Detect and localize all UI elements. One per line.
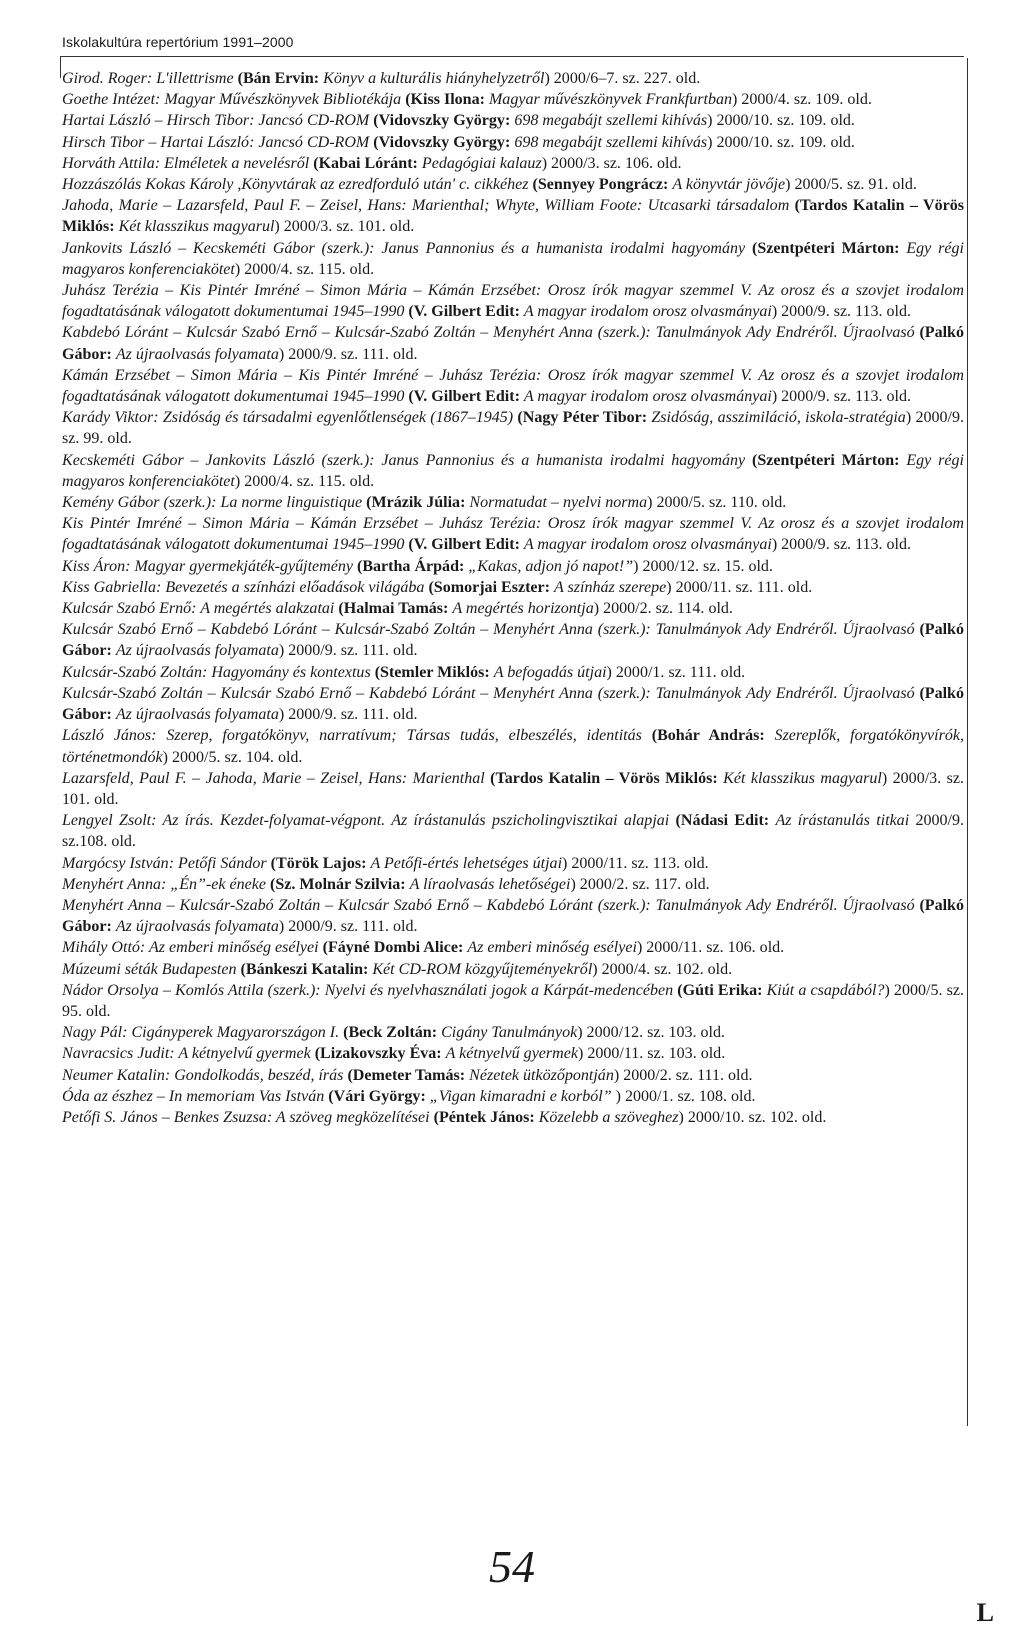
reviewer-name: (V. Gilbert Edit: [404, 536, 524, 554]
citation-text: ) 2000/4. sz. 102. old. [592, 960, 733, 978]
reviewer-name: (Demeter Tamás: [343, 1066, 470, 1084]
reviewer-name: (Tardos Katalin – Vörös Miklós: [484, 769, 724, 787]
bibliography-entry [62, 725, 964, 767]
bibliography-entry [62, 895, 964, 937]
title-text: Hozzászólás Kokas Károly ,Könyvtárak az ezredforduló után' c. cikkéhez [62, 176, 529, 194]
bibliography-entry [62, 365, 964, 407]
bibliography-entry [62, 407, 964, 449]
reviewer-name: (Török Lajos: [266, 854, 371, 872]
title-text: Az újraolvasás folyamata [115, 642, 279, 660]
citation-text: ) 2000/4. sz. 115. old. [234, 260, 375, 278]
reviewer-name: (Halmai Tamás: [334, 600, 453, 618]
title-text: Lengyel Zsolt: Az írás. Kezdet-folyamat-végpont. Az írástanulás pszicholingvisztikai alapjai [62, 812, 670, 830]
citation-text: ) 2000/5. sz. 110. old. [647, 494, 787, 512]
citation-text: ) 2000/6–7. sz. 227. old. [544, 70, 701, 87]
citation-text: ) 2000/2. sz. 111. old. [613, 1066, 753, 1084]
title-text: A kétnyelvű gyermek [445, 1045, 578, 1063]
title-text: Kiss Gabriella: Bevezetés a színházi előadások világába [62, 578, 425, 596]
bibliography-entry [62, 768, 964, 810]
citation-text: ) 2000/11. sz. 106. old. [636, 939, 785, 957]
bibliography-entry [62, 598, 964, 619]
left-rule [60, 56, 61, 78]
title-text: „Vigan kimaradni e korból” [429, 1087, 612, 1105]
title-text: Kecskeméti Gábor – Jankovits László (szerk.): Janus Pannonius és a humanista irodalmi hagyomány [62, 451, 746, 469]
title-text: Petőfi S. János – Benkes Zsuzsa: A szöveg megközelítései [62, 1108, 430, 1126]
bibliography-entry [62, 853, 964, 874]
citation-text: ) 2000/5. sz. 104. old. [162, 748, 303, 766]
title-text: Közelebb a szöveghez [538, 1108, 679, 1126]
title-text: Nézetek ütközőpontján [469, 1066, 614, 1084]
title-text: Magyar művészkönyvek Frankfurtban [488, 91, 733, 109]
citation-text: ) 2000/4. sz. 109. old. [732, 91, 872, 109]
title-text: Kis Pintér Imréné – Simon Mária – Kámán Erzsébet – Juhász Terézia: Orosz írók magyar szemmel V. Az orosz és a szovjet irodalom fogadtatásának válogatott dokumentumai 1945–1990 [62, 515, 964, 554]
bibliography-entry [62, 1107, 964, 1128]
citation-text: ) 2000/9. sz. 111. old. [278, 918, 418, 936]
bibliography-entry [62, 450, 964, 492]
citation-text: ) 2000/9. sz. 113. old. [771, 388, 912, 406]
bibliography-entry [62, 1043, 964, 1064]
citation-text: ) 2000/9. sz. 113. old. [771, 303, 912, 321]
reviewer-name: (Vidovszky György: [369, 133, 515, 151]
title-text: 698 megabájt szellemi kihívás [514, 112, 708, 130]
bibliography-entry [62, 132, 964, 153]
title-text: Normatudat – nyelvi norma [469, 494, 648, 512]
citation-text: ) 2000/9. sz. 111. old. [278, 706, 418, 724]
title-text: Kiút a csapdából? [766, 981, 885, 999]
title-text: 698 megabájt szellemi kihívás [514, 133, 708, 151]
title-text: Szereplők, forgatókönyvírók, történetmondók [62, 727, 964, 766]
reviewer-name: (Bohár András: [641, 727, 775, 745]
reviewer-name: (Péntek János: [429, 1108, 539, 1126]
bibliography-entry [62, 89, 964, 110]
citation-text: ) 2000/9. sz. 99. old. [62, 409, 964, 448]
title-text: Jankovits László – Kecskeméti Gábor (szerk.): Janus Pannonius és a humanista irodalmi hagyomány [62, 239, 746, 257]
citation-text: ) 2000/4. sz. 115. old. [234, 472, 375, 490]
reviewer-name: (Sz. Molnár Szilvia: [266, 875, 410, 893]
corner-mark: L [976, 1598, 994, 1627]
title-text: Kulcsár-Szabó Zoltán: Hagyomány és kontextus [62, 663, 371, 681]
title-text: Karády Viktor: Zsidóság és társadalmi egyenlőtlenségek (1867–1945) [62, 409, 514, 427]
title-text: A magyar irodalom orosz olvasmányai [523, 303, 772, 321]
title-text: A magyar irodalom orosz olvasmányai [523, 536, 772, 554]
reviewer-name: (Lizakovszky Éva: [310, 1045, 446, 1063]
bibliography-entry [62, 1086, 964, 1107]
title-text: Múzeumi séták Budapesten [62, 960, 237, 978]
title-text: A magyar irodalom orosz olvasmányai [523, 388, 772, 406]
title-text: A megértés horizontja [452, 600, 594, 618]
reviewer-name: (Gúti Erika: [673, 981, 767, 999]
title-text: Két klasszikus magyarul [118, 218, 275, 236]
title-text: Cigány Tanulmányok [441, 1024, 578, 1042]
title-text: Goethe Intézet: Magyar Művészkönyvek Bibliotékája [62, 91, 402, 109]
running-header: Iskolakultúra repertórium 1991–2000 [62, 34, 294, 50]
citation-text: ) 2000/10. sz. 109. old. [707, 112, 855, 130]
bibliography-entry [62, 174, 964, 195]
title-text: Jahoda, Marie – Lazarsfeld, Paul F. – Zeisel, Hans: Marienthal; Whyte, William Foote: Utcasarki társadalom [62, 197, 790, 215]
title-text: Az újraolvasás folyamata [115, 345, 279, 363]
reviewer-name: (Stemler Miklós: [370, 663, 494, 681]
title-text: Az emberi minőség esélyei [467, 939, 637, 957]
reviewer-name: (Nádasi Edit: [669, 812, 776, 830]
bibliography-entry [62, 322, 964, 364]
title-text: Két CD-ROM közgyűjteményekről [372, 960, 593, 978]
title-text: László János: Szerep, forgatókönyv, narratívum; Társas tudás, elbeszélés, identitás [62, 727, 642, 745]
reviewer-name: (V. Gilbert Edit: [404, 303, 524, 321]
reviewer-name: (Kabai Lóránt: [309, 154, 422, 172]
reviewer-name: (Vári György: [324, 1087, 430, 1105]
bibliography-entry [62, 280, 964, 322]
title-text: Egy régi magyaros konferenciakötet [62, 451, 964, 490]
bibliography-list [62, 68, 964, 1128]
citation-text: ) 2000/1. sz. 108. old. [611, 1087, 756, 1105]
title-text: Nádor Orsolya – Komlós Attila (szerk.): Nyelvi és nyelvhasználati jogok a Kárpát-medencében [62, 981, 674, 999]
right-margin-rule [967, 58, 968, 1426]
reviewer-name: (Bán Ervin: [233, 70, 324, 87]
title-text: Margócsy István: Petőfi Sándor [62, 854, 267, 872]
bibliography-entry [62, 1022, 964, 1043]
title-text: Könyv a kulturális hiányhelyzetről [323, 70, 545, 87]
bibliography-entry [62, 959, 964, 980]
citation-text: ) 2000/9. sz. 113. old. [771, 536, 912, 554]
reviewer-name: (Fáyné Dombi Alice: [318, 939, 468, 957]
title-text: Hirsch Tibor – Hartai László: Jancsó CD-ROM [62, 133, 370, 151]
citation-text: ) 2000/2. sz. 117. old. [570, 875, 710, 893]
bibliography-entry [62, 683, 964, 725]
citation-text: ) 2000/12. sz. 103. old. [577, 1024, 726, 1042]
title-text: Az újraolvasás folyamata [115, 918, 279, 936]
title-text: Hartai László – Hirsch Tibor: Jancsó CD-ROM [62, 112, 370, 130]
title-text: Óda az észhez – In memoriam Vas István [62, 1087, 325, 1105]
title-text: Kabdebó Lóránt – Kulcsár Szabó Ernő – Kulcsár-Szabó Zoltán – Menyhért Anna (szerk.): Tanulmányok Ady Endréről. Újraolvasó [62, 324, 915, 342]
bibliography-entry [62, 492, 964, 513]
bibliography-entry [62, 980, 964, 1022]
reviewer-name: (Szentpéteri Márton: [745, 451, 907, 469]
title-text: Az írástanulás titkai [775, 812, 910, 830]
reviewer-name: (Mrázik Júlia: [362, 494, 470, 512]
bibliography-entry [62, 810, 964, 852]
title-text: Pedagógiai kalauz [421, 154, 542, 172]
bibliography-entry [62, 1065, 964, 1086]
title-text: Juhász Terézia – Kis Pintér Imréné – Simon Mária – Kámán Erzsébet: Orosz írók magyar szemmel V. Az orosz és a szovjet irodalom fogadtatásának válogatott dokumentumai 1945–1990 [62, 282, 964, 321]
reviewer-name: (Kiss Ilona: [401, 91, 489, 109]
reviewer-name: (Somorjai Eszter: [424, 578, 554, 596]
citation-text: ) 2000/10. sz. 102. old. [678, 1108, 827, 1126]
reviewer-name: (Palkó Gábor: [62, 684, 964, 724]
bibliography-entry [62, 110, 964, 131]
title-text: Két klasszikus magyarul [723, 769, 882, 787]
title-text: Menyhért Anna – Kulcsár-Szabó Zoltán – Kulcsár Szabó Ernő – Kabdebó Lóránt (szerk.): Tanulmányok Ady Endréről. Újraolvasó [62, 896, 915, 914]
title-text: Kulcsár-Szabó Zoltán – Kulcsár Szabó Ernő – Kabdebó Lóránt – Menyhért Anna (szerk.): Tanulmányok Ady Endréről. Újraolvasó [62, 684, 915, 702]
title-text: Girod. Roger: L'illettrisme [62, 70, 234, 87]
reviewer-name: (Sennyey Pongrácz: [528, 176, 673, 194]
citation-text: ) 2000/11. sz. 113. old. [562, 854, 709, 872]
reviewer-name: (Bánkeszi Katalin: [236, 960, 373, 978]
citation-text: ) 2000/3. sz. 101. old. [274, 218, 415, 236]
bibliography-entry [62, 68, 964, 89]
bibliography-entry [62, 195, 964, 237]
reviewer-name: (Tardos Katalin – Vörös Miklós: [62, 197, 964, 236]
title-text: A könyvtár jövője [672, 176, 786, 194]
title-text: Horváth Attila: Elméletek a nevelésről [62, 154, 310, 172]
title-text: Az újraolvasás folyamata [115, 706, 279, 724]
reviewer-name: (Szentpéteri Márton: [745, 239, 907, 257]
page-number: 54 [489, 1541, 535, 1592]
title-text: Nagy Pál: Cigányperek Magyarországon I. [62, 1024, 340, 1042]
reviewer-name: (Bartha Árpád: [353, 557, 469, 575]
reviewer-name: (Palkó Gábor: [62, 621, 964, 660]
title-text: Mihály Ottó: Az emberi minőség esélyei [62, 939, 319, 957]
bibliography-entry [62, 577, 964, 598]
citation-text: ) 2000/2. sz. 114. old. [593, 600, 733, 618]
citation-text: ) 2000/5. sz. 91. old. [785, 176, 917, 194]
title-text: Kulcsár Szabó Ernő – Kabdebó Lóránt – Kulcsár-Szabó Zoltán – Menyhért Anna (szerk.): Tanulmányok Ady Endréről. Újraolvasó [62, 621, 915, 639]
citation-text: 2000/9. sz.108. old. [62, 812, 964, 851]
citation-text: ) 2000/11. sz. 103. old. [577, 1045, 726, 1063]
citation-text: ) 2000/5. sz. 95. old. [62, 981, 964, 1020]
reviewer-name: (Palkó Gábor: [62, 896, 964, 936]
title-text: Navracsics Judit: A kétnyelvű gyermek [62, 1045, 311, 1063]
citation-text: ) 2000/9. sz. 111. old. [278, 345, 418, 363]
title-text: Kemény Gábor (szerk.): La norme linguistique [62, 494, 363, 512]
title-text: Egy régi magyaros konferenciakötet [62, 239, 964, 278]
title-text: Kámán Erzsébet – Simon Mária – Kis Pintér Imréné – Juhász Terézia: Orosz írók magyar szemmel V. Az orosz és a szovjet irodalom fogadtatásának válogatott dokumentumai 1945–1990 [62, 366, 964, 406]
bibliography-entry [62, 556, 964, 577]
citation-text: ) 2000/1. sz. 111. old. [606, 663, 746, 681]
header-rule [60, 56, 964, 57]
title-text: Lazarsfeld, Paul F. – Jahoda, Marie – Zeisel, Hans: Marienthal [62, 769, 485, 787]
title-text: Kulcsár Szabó Ernő: A megértés alakzatai [62, 600, 335, 618]
citation-text: ) 2000/3. sz. 106. old. [541, 154, 682, 172]
reviewer-name: (V. Gilbert Edit: [404, 388, 524, 406]
reviewer-name: (Palkó Gábor: [62, 324, 964, 363]
citation-text: ) 2000/10. sz. 109. old. [707, 133, 855, 151]
title-text: A befogadás útjai [493, 663, 607, 681]
title-text: A Petőfi-értés lehetséges útjai [370, 854, 563, 872]
title-text: Menyhért Anna: „Én”-ek éneke [62, 875, 267, 893]
reviewer-name: (Nagy Péter Tibor: [513, 409, 652, 427]
citation-text: ) 2000/11. sz. 111. old. [666, 578, 813, 596]
citation-text: ) 2000/9. sz. 111. old. [278, 642, 418, 660]
title-text: A színház szerepe [554, 578, 667, 596]
reviewer-name: (Vidovszky György: [369, 112, 515, 130]
bibliography-entry [62, 937, 964, 958]
bibliography-entry [62, 513, 964, 555]
reviewer-name: (Beck Zoltán: [339, 1024, 442, 1042]
title-text: Zsidóság, asszimiláció, iskola-stratégia [651, 409, 906, 427]
title-text: A líraolvasás lehetőségei [409, 875, 571, 893]
title-text: Neumer Katalin: Gondolkodás, beszéd, írás [62, 1066, 344, 1084]
bibliography-entry [62, 662, 964, 683]
bibliography-entry [62, 238, 964, 280]
bibliography-entry [62, 153, 964, 174]
citation-text: ) 2000/3. sz. 101. old. [62, 769, 964, 808]
title-text: „Kakas, adjon jó napot!” [468, 557, 634, 575]
title-text: Kiss Áron: Magyar gyermekjáték-gyűjtemény [62, 557, 353, 575]
bibliography-entry [62, 874, 964, 895]
bibliography-entry [62, 619, 964, 661]
citation-text: ) 2000/12. sz. 15. old. [633, 557, 773, 575]
